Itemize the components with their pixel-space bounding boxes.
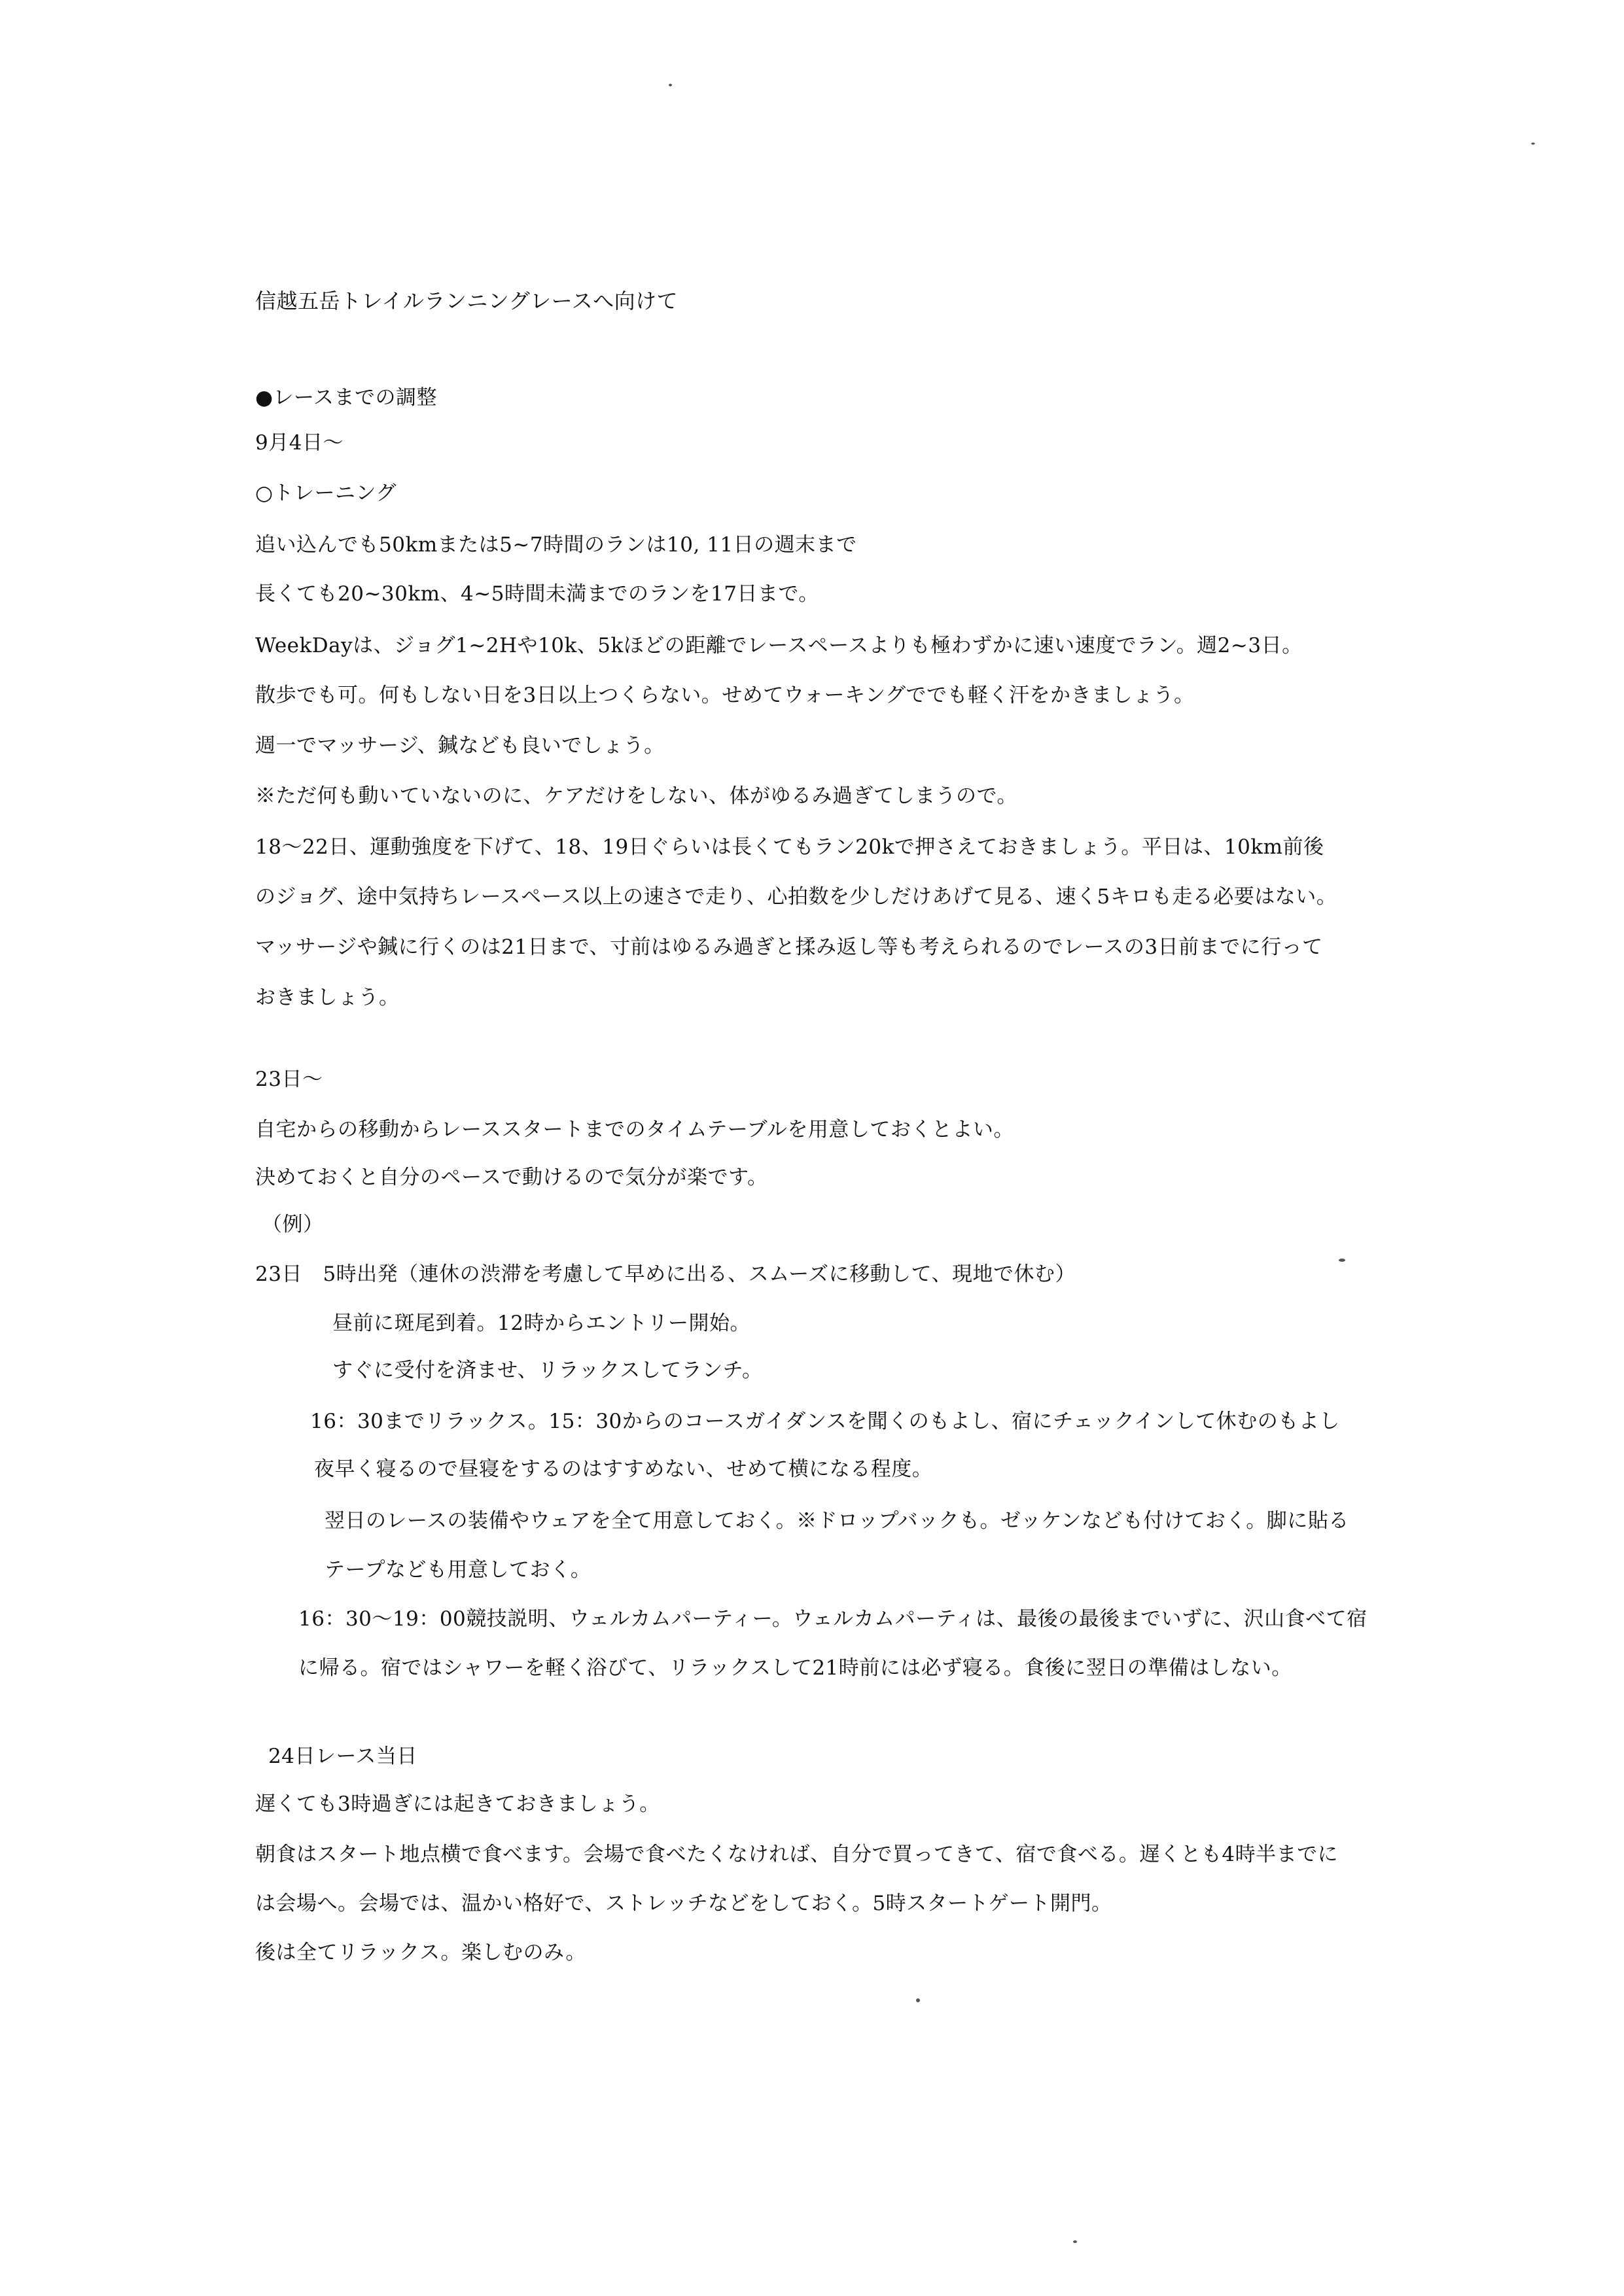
date-heading-23: 23日〜 xyxy=(255,1068,323,1091)
race-day-line: 遅くても3時過ぎには起きておきましょう。 xyxy=(255,1792,660,1816)
race-day-heading: 24日レース当日 xyxy=(268,1745,417,1768)
prep-line: 決めておくと自分のペースで動けるので気分が楽です。 xyxy=(255,1166,768,1189)
schedule-line: に帰る。宿ではシャワーを軽く浴びて、リラックスして21時前には必ず寝る。食後に翌日の準備はしない。 xyxy=(298,1656,1292,1680)
scan-speck xyxy=(1339,1259,1345,1262)
section-heading: ●レースまでの調整 xyxy=(255,386,437,409)
training-line: 追い込んでも50kmまたは5~7時間のランは10, 11日の週末まで xyxy=(255,533,857,557)
training-line: WeekDayは、ジョグ1~2Hや10k、5kほどの距離でレースペースよりも極わずかに速い速度でラン。週2~3日。 xyxy=(255,634,1303,657)
schedule-line: 翌日のレースの装備やウェアを全て用意しておく。※ドロップバックも。ゼッケンなども付けておく。脚に貼る xyxy=(325,1509,1349,1533)
schedule-line: 夜早く寝るので昼寝をするのはすすめない、せめて横になる程度。 xyxy=(314,1457,933,1481)
race-day-line: は会場へ。会場では、温かい格好で、ストレッチなどをしておく。5時スタートゲート開門。 xyxy=(255,1892,1112,1915)
scan-speck xyxy=(669,84,672,86)
scan-speck xyxy=(916,1998,920,2002)
training-line: マッサージや鍼に行くのは21日まで、寸前はゆるみ過ぎと揉み返し等も考えられるのでレースの3日前までに行って xyxy=(255,935,1323,959)
schedule-line: 16：30までリラックス。15：30からのコースガイダンスを聞くのもよし、宿にチェックインして休むのもよし xyxy=(310,1410,1340,1433)
training-line: 週一でマッサージ、鍼なども良いでしょう。 xyxy=(255,734,665,757)
training-line: おきましょう。 xyxy=(255,986,400,1009)
race-day-line: 後は全てリラックス。楽しむのみ。 xyxy=(255,1941,586,1964)
training-line: 散歩でも可。何もしない日を3日以上つくらない。せめてウォーキングででも軽く汗をかきましょう。 xyxy=(255,684,1195,707)
example-label: （例） xyxy=(262,1213,324,1236)
scan-speck xyxy=(1073,2240,1077,2243)
schedule-line: 昼前に斑尾到着。12時からエントリー開始。 xyxy=(332,1312,750,1335)
prep-line: 自宅からの移動からレーススタートまでのタイムテーブルを用意しておくとよい。 xyxy=(255,1118,1014,1141)
date-heading-sep4: 9月4日〜 xyxy=(255,431,344,455)
training-line: 18〜22日、運動強度を下げて、18、19日ぐらいは長くてもラン20kで押さえておきましょう。平日は、10km前後 xyxy=(255,835,1324,859)
scan-speck xyxy=(1531,143,1535,145)
training-line: 長くても20~30km、4~5時間未満までのランを17日まで。 xyxy=(255,582,819,606)
training-heading: ○トレーニング xyxy=(255,481,397,505)
training-line: ※ただ何も動いていないのに、ケアだけをしない、体がゆるみ過ぎてしまうので。 xyxy=(255,784,1017,808)
schedule-line: すぐに受付を済ませ、リラックスしてランチ。 xyxy=(332,1359,763,1382)
schedule-line: テープなども用意しておく。 xyxy=(325,1558,591,1582)
training-line: のジョグ、途中気持ちレースペース以上の速さで走り、心拍数を少しだけあげて見る、速く5キロも走る必要はない。 xyxy=(255,885,1337,909)
document-title: 信越五岳トレイルランニングレースへ向けて xyxy=(255,288,679,313)
schedule-line: 16：30〜19：00競技説明、ウェルカムパーティー。ウェルカムパーティは、最後の最後までいずに、沢山食べて宿 xyxy=(298,1607,1368,1631)
race-day-line: 朝食はスタート地点横で食べます。会場で食べたくなければ、自分で買ってきて、宿で食べる。遅くとも4時半までに xyxy=(255,1843,1339,1866)
schedule-line: 23日 5時出発（連休の渋滞を考慮して早めに出る、スムーズに移動して、現地で休む） xyxy=(255,1262,1076,1286)
